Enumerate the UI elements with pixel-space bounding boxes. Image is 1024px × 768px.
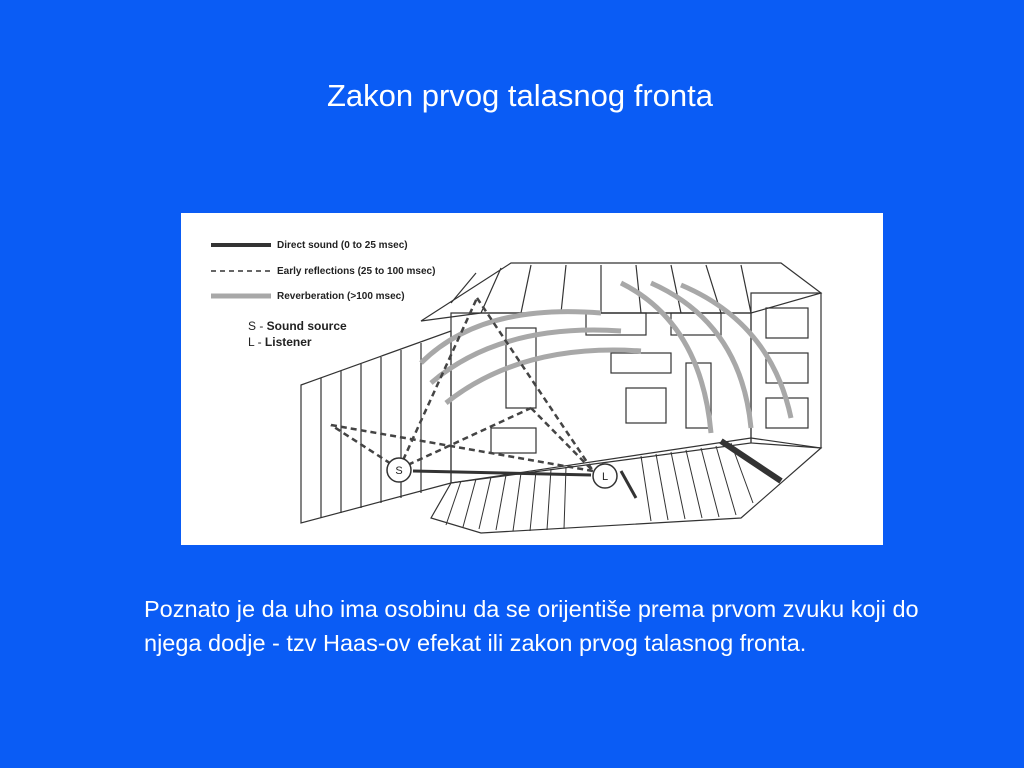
room-acoustics-diagram <box>181 213 883 545</box>
legend-source-key: S - <box>248 319 267 333</box>
legend-listener-row <box>248 335 312 349</box>
slide-body-text: Poznato je da uho ima osobinu da se orijentiše prema prvom zvuku koji do njega dodje - tzv Haas-ov efekat ili zakon prvog talasnog fronta. <box>144 596 919 656</box>
legend-listener-key: L - <box>248 335 265 349</box>
listener-marker-label: L <box>601 471 609 483</box>
direct-wavefront-1 <box>621 471 636 498</box>
source-marker <box>387 458 411 482</box>
direct-sound-line <box>413 471 591 475</box>
legend-reverb-label: Reverberation (>100 msec) <box>277 291 405 302</box>
legend-source-row <box>248 319 347 333</box>
legend-listener-label: Listener <box>264 335 312 349</box>
room-structure <box>301 263 821 533</box>
legend-direct-label: Direct sound (0 to 25 msec) <box>277 240 408 251</box>
reverberation-waves <box>421 283 791 433</box>
source-marker-label: S <box>395 465 403 477</box>
early-reflection-paths <box>331 298 593 471</box>
diagram-svg <box>181 213 883 545</box>
left-wall <box>301 331 451 523</box>
legend-early-label: Early reflections (25 to 100 msec) <box>277 266 436 277</box>
legend <box>211 240 435 349</box>
slide-title: Zakon prvog talasnog fronta <box>326 78 714 113</box>
legend-source-label: Sound source <box>266 319 347 333</box>
direct-wavefront-2 <box>721 441 781 481</box>
listener-marker <box>593 464 617 488</box>
right-wall <box>751 293 821 448</box>
